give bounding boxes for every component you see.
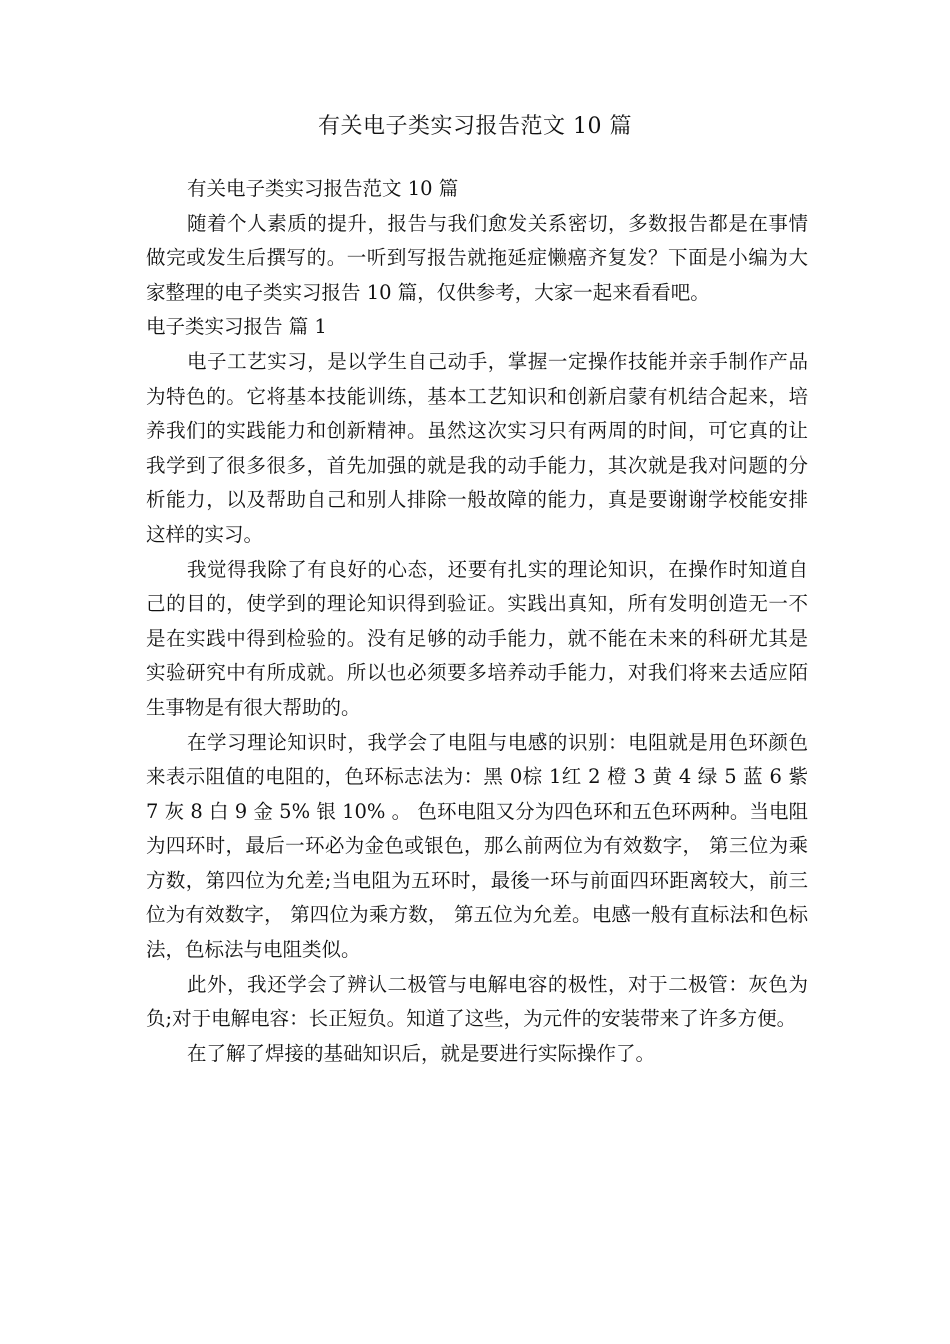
body-paragraph: 在学习理论知识时，我学会了电阻与电感的识别：电阻就是用色环颜色来表示阻值的电阻的，色环标志法为：黑 0棕 1红 2 橙 3 黄 4 绿 5 蓝 6 紫 7 灰 8 白 9 金 5% 银 10% 。 色环电阻又分为四色环和五色环两种。当电阻为四环时，最后一环必为金色或银色，那么前两位为有效数字， 第三位为乘方数，第四位为允差;当电阻为五环时，最後一环与前面四环距离较大，前三位为有效数字， 第四位为乘方数， 第五位为允差。电感一般有直标法和色标法，色标法与电阻类似。 — [146, 730, 808, 962]
body-paragraph: 我觉得我除了有良好的心态，还要有扎实的理论知识，在操作时知道自己的目的，使学到的理论知识得到验证。实践出真知，所有发明创造无一不是在实践中得到检验的。没有足够的动手能力，就不能在未来的科研尤其是实验研究中有所成就。所以也必须要多培养动手能力，对我们将来去适应陌生事物是有很大帮助的。 — [146, 557, 808, 719]
body-paragraph: 此外，我还学会了辨认二极管与电解电容的极性，对于二极管：灰色为负;对于电解电容：长正短负。知道了这些，为元件的安装带来了许多方便。 — [146, 972, 808, 1031]
document-title: 有关电子类实习报告范文 10 篇 — [318, 114, 632, 139]
body-paragraph: 电子工艺实习，是以学生自己动手，掌握一定操作技能并亲手制作产品为特色的。它将基本技能训练，基本工艺知识和创新启蒙有机结合起来，培养我们的实践能力和创新精神。虽然这次实习只有两周的时间，可它真的让我学到了很多很多，首先加强的就是我的动手能力，其次就是我对问题的分析能力，以及帮助自己和别人排除一般故障的能力，真是要谢谢学校能安排这样的实习。 — [146, 349, 808, 546]
section-heading: 电子类实习报告 篇 1 — [146, 315, 327, 339]
body-paragraph: 在了解了焊接的基础知识后，就是要进行实际操作了。 — [187, 1041, 656, 1065]
body-paragraph-subtitle: 有关电子类实习报告范文 10 篇 — [187, 177, 459, 200]
body-paragraph-intro: 随着个人素质的提升，报告与我们愈发关系密切，多数报告都是在事情做完或发生后撰写的。一听到写报告就拖延症懒癌齐复发？下面是小编为大家整理的电子类实习报告 10 篇，仅供参考，大家一起来看看吧。 — [146, 211, 808, 304]
document-body — [146, 172, 808, 1071]
